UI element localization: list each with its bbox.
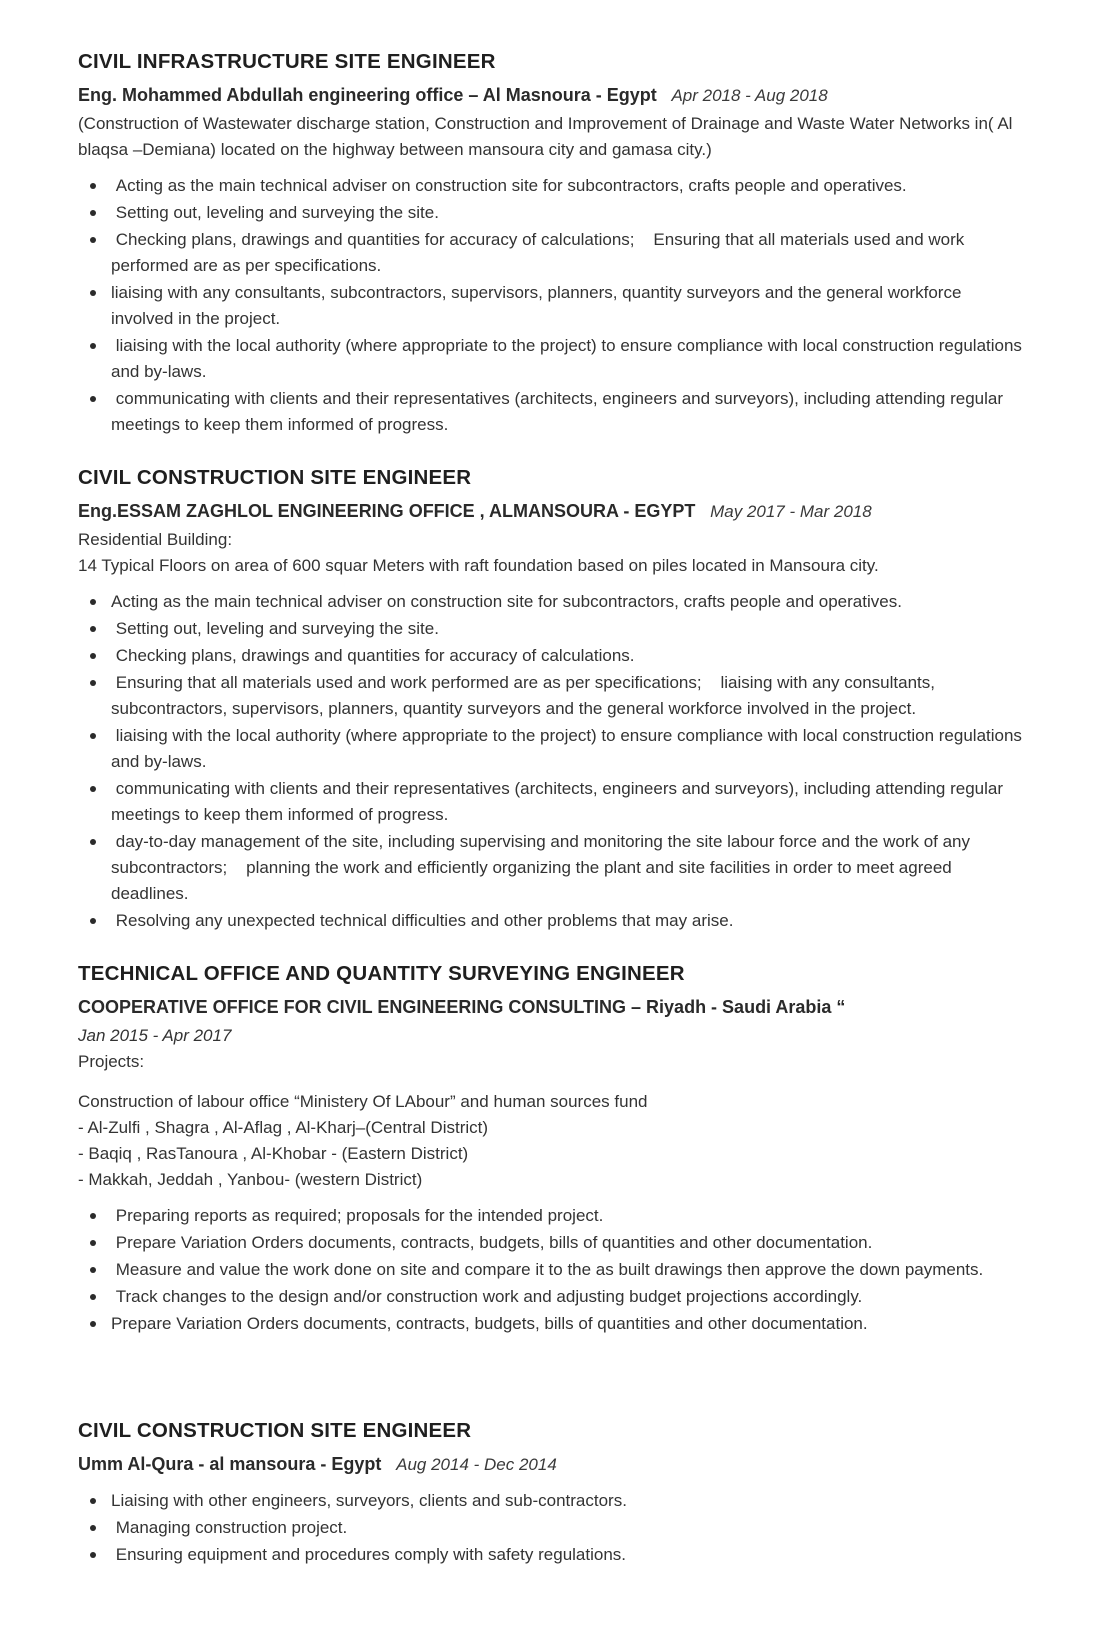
employer-name: Eng. Mohammed Abdullah engineering office – Al Masnoura - Egypt [78, 85, 657, 105]
building-type-line: Residential Building: [78, 530, 233, 549]
experience-section-civil-construction-1 [78, 464, 1028, 934]
bullet-item: Acting as the main technical adviser on construction site for subcontractors, crafts people and operatives. [78, 589, 1028, 615]
experience-section-technical-office [78, 960, 1028, 1337]
bullet-item: Prepare Variation Orders documents, contracts, budgets, bills of quantities and other documentation. [78, 1311, 1028, 1337]
date-range: May 2017 - Mar 2018 [710, 502, 872, 521]
bullet-item: Checking plans, drawings and quantities for accuracy of calculations. [78, 643, 1028, 669]
responsibilities-list [78, 1203, 1028, 1337]
bullet-item: Ensuring that all materials used and work performed are as per specifications; liaising with any consultants, subcontractors, supervisors, planners, quantity surveyors and the general workforce involved in the project. [78, 670, 1028, 722]
bullet-item: Resolving any unexpected technical difficulties and other problems that may arise. [78, 908, 1028, 934]
employer-line [78, 82, 1028, 109]
project-line: - Baqiq , RasTanoura , Al-Khobar - (Eastern District) [78, 1144, 469, 1163]
bullet-item: Setting out, leveling and surveying the site. [78, 200, 1028, 226]
bullet-item: Setting out, leveling and surveying the site. [78, 616, 1028, 642]
experience-section-civil-infrastructure [78, 48, 1028, 438]
section-title: TECHNICAL OFFICE AND QUANTITY SURVEYING ENGINEER [78, 962, 685, 985]
experience-section-civil-construction-2 [78, 1417, 1028, 1568]
bullet-item: liaising with the local authority (where appropriate to the project) to ensure compliance with local construction regulations and by-laws. [78, 723, 1028, 775]
bullet-item: Managing construction project. [78, 1515, 1028, 1541]
bullet-item: Acting as the main technical adviser on construction site for subcontractors, crafts people and operatives. [78, 173, 1028, 199]
employer-name: Umm Al-Qura - al mansoura - Egypt [78, 1454, 382, 1474]
bullet-item: liaising with the local authority (where appropriate to the project) to ensure compliance with local construction regulations and by-laws. [78, 333, 1028, 385]
bullet-item: Prepare Variation Orders documents, contracts, budgets, bills of quantities and other documentation. [78, 1230, 1028, 1256]
bullet-item: Measure and value the work done on site and compare it to the as built drawings then approve the down payments. [78, 1257, 1028, 1283]
project-description: (Construction of Wastewater discharge station, Construction and Improvement of Drainage and Waste Water Networks in( Al blaqsa –Demiana) located on the highway between mansoura city and gamasa city.) [78, 114, 1018, 159]
section-title: CIVIL CONSTRUCTION SITE ENGINEER [78, 466, 472, 489]
building-detail-line: 14 Typical Floors on area of 600 squar Meters with raft foundation based on piles located in Mansoura city. [78, 556, 879, 575]
employer-line [78, 1451, 1028, 1478]
bullet-item: Liaising with other engineers, surveyors, clients and sub-contractors. [78, 1488, 1028, 1514]
bullet-item: Ensuring equipment and procedures comply with safety regulations. [78, 1542, 1028, 1568]
bullet-item: Track changes to the design and/or construction work and adjusting budget projections accordingly. [78, 1284, 1028, 1310]
section-title: CIVIL INFRASTRUCTURE SITE ENGINEER [78, 50, 496, 73]
employer-line [78, 994, 1028, 1021]
section-title: CIVIL CONSTRUCTION SITE ENGINEER [78, 1419, 472, 1442]
date-range-text: Jan 2015 - Apr 2017 [78, 1026, 232, 1045]
employer-name: COOPERATIVE OFFICE FOR CIVIL ENGINEERING CONSULTING – Riyadh - Saudi Arabia “ [78, 997, 846, 1017]
responsibilities-list [78, 1488, 1028, 1568]
bullet-item: day-to-day management of the site, including supervising and monitoring the site labour force and the work of any subcontractors; planning the work and efficiently organizing the plant and site facilities in order to meet agreed deadlines. [78, 829, 1028, 907]
bullet-item: Checking plans, drawings and quantities for accuracy of calculations; Ensuring that all materials used and work performed are as per specifications. [78, 227, 1028, 279]
project-line: - Makkah, Jeddah , Yanbou- (western District) [78, 1170, 423, 1189]
responsibilities-list [78, 589, 1028, 934]
date-range: Aug 2014 - Dec 2014 [396, 1455, 557, 1474]
date-range: Apr 2018 - Aug 2018 [671, 86, 828, 105]
responsibilities-list [78, 173, 1028, 438]
project-line: Construction of labour office “Ministery Of LAbour” and human sources fund [78, 1092, 648, 1111]
projects-label: Projects: [78, 1052, 145, 1071]
project-line: - Al-Zulfi , Shagra , Al-Aflag , Al-Kharj–(Central District) [78, 1118, 489, 1137]
bullet-item: Preparing reports as required; proposals for the intended project. [78, 1203, 1028, 1229]
bullet-item: communicating with clients and their representatives (architects, engineers and surveyors), including attending regular meetings to keep them informed of progress. [78, 386, 1028, 438]
bullet-item: liaising with any consultants, subcontractors, supervisors, planners, quantity surveyors and the general workforce involved in the project. [78, 280, 1028, 332]
employer-line [78, 498, 1028, 525]
date-range [78, 1023, 1028, 1049]
employer-name: Eng.ESSAM ZAGHLOL ENGINEERING OFFICE , ALMANSOURA - EGYPT [78, 501, 696, 521]
bullet-item: communicating with clients and their representatives (architects, engineers and surveyors), including attending regular meetings to keep them informed of progress. [78, 776, 1028, 828]
